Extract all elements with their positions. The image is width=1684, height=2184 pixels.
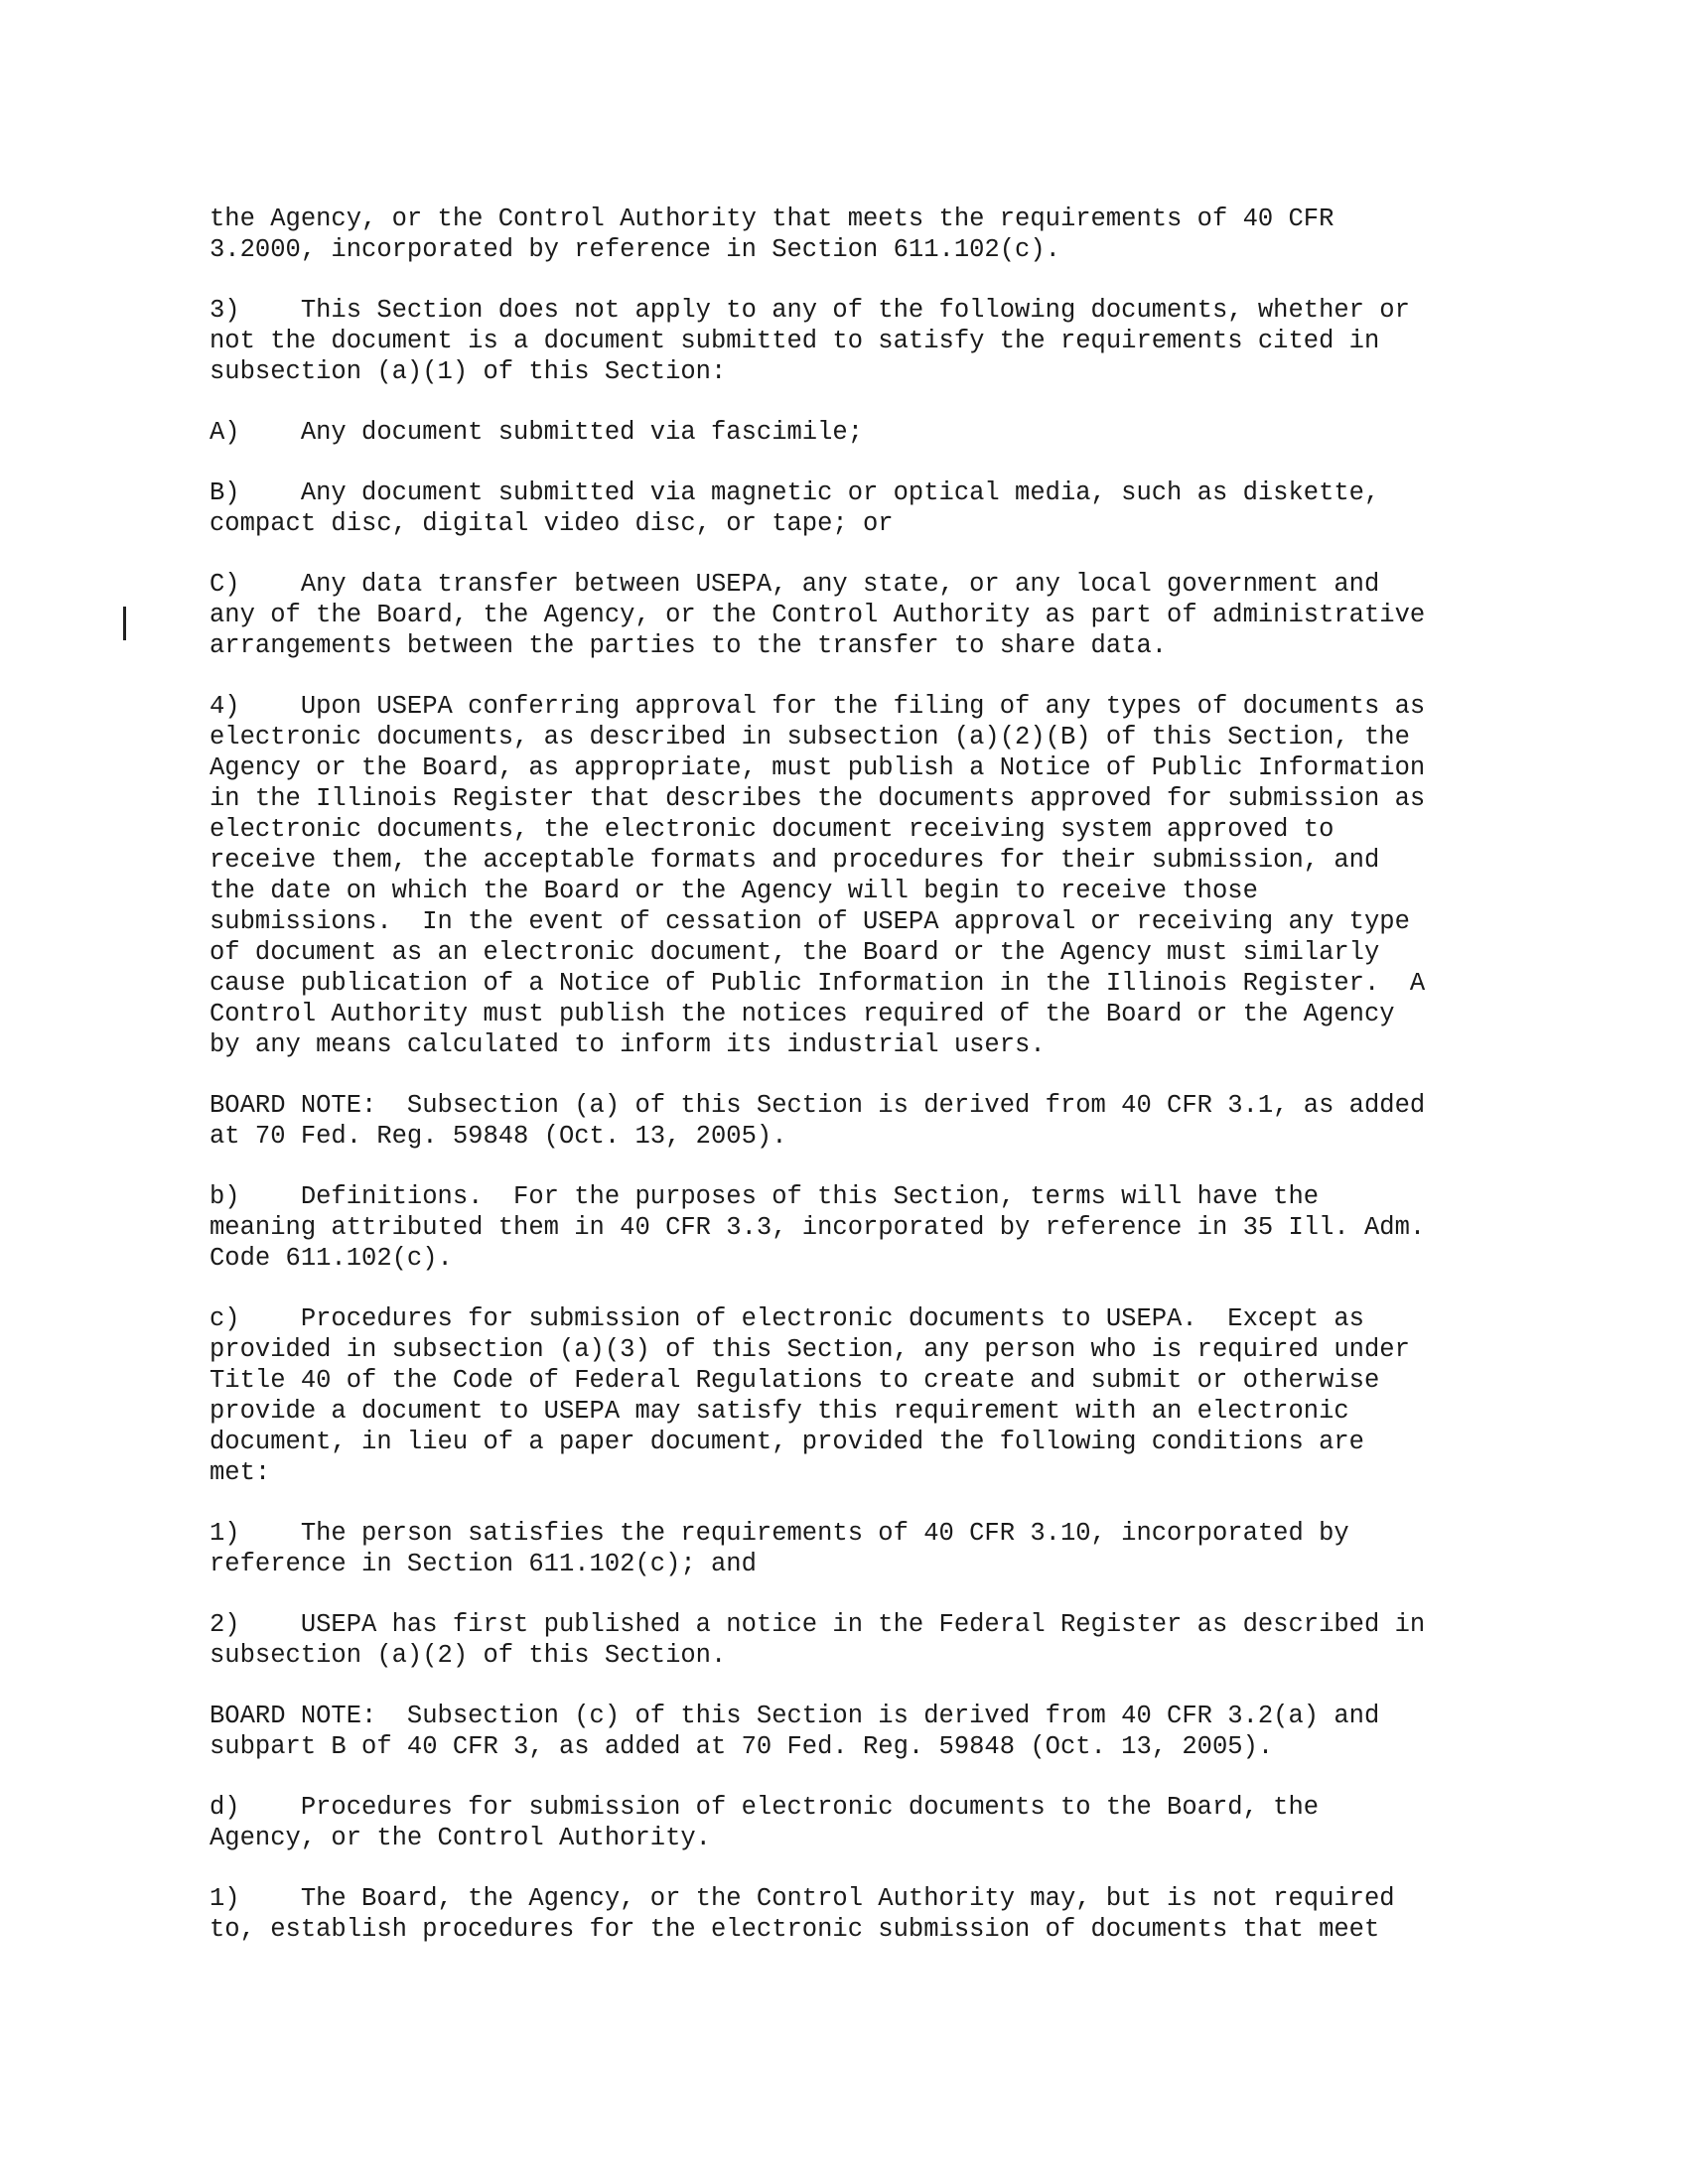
text-line: arrangements between the parties to the transfer to share data. [210, 631, 1168, 660]
paragraph-note-a [210, 1090, 1530, 1152]
paragraph-a3C [210, 569, 1530, 661]
text-line: compact disc, digital video disc, or tape; or [210, 509, 894, 538]
text-line: cause publication of a Notice of Public Information in the Illinois Register. A [210, 969, 1426, 998]
text-line: to, establish procedures for the electronic submission of documents that meet [210, 1915, 1380, 1944]
document-body [210, 204, 1530, 1975]
text-line: BOARD NOTE: Subsection (a) of this Section is derived from 40 CFR 3.1, as added [210, 1091, 1426, 1120]
text-line: c) Procedures for submission of electronic documents to USEPA. Except as [210, 1304, 1364, 1333]
text-line: subsection (a)(2) of this Section. [210, 1641, 727, 1670]
text-line: 3.2000, incorporated by reference in Section 611.102(c). [210, 235, 1060, 264]
text-line: Agency or the Board, as appropriate, must publish a Notice of Public Information [210, 753, 1426, 782]
text-line: in the Illinois Register that describes the documents approved for submission as [210, 784, 1426, 813]
paragraph-d [210, 1792, 1530, 1853]
paragraph-d1 [210, 1883, 1530, 1945]
text-line: B) Any document submitted via magnetic or optical media, such as diskette, [210, 478, 1380, 507]
paragraph-a3A [210, 417, 1530, 448]
revision-bar [123, 607, 126, 640]
text-line: Control Authority must publish the notices required of the Board or the Agency [210, 1000, 1395, 1028]
text-line: 1) The Board, the Agency, or the Control Authority may, but is not required [210, 1884, 1395, 1913]
text-line: BOARD NOTE: Subsection (c) of this Section is derived from 40 CFR 3.2(a) and [210, 1702, 1380, 1730]
text-line: at 70 Fed. Reg. 59848 (Oct. 13, 2005). [210, 1122, 787, 1151]
text-line: 2) USEPA has first published a notice in the Federal Register as described in [210, 1610, 1426, 1639]
paragraph-note-c [210, 1701, 1530, 1762]
text-line: document, in lieu of a paper document, provided the following conditions are [210, 1428, 1364, 1456]
text-line: subpart B of 40 CFR 3, as added at 70 Fed. Reg. 59848 (Oct. 13, 2005). [210, 1732, 1274, 1761]
text-line: 1) The person satisfies the requirements of 40 CFR 3.10, incorporated by [210, 1519, 1349, 1548]
paragraph-cont [210, 204, 1530, 265]
text-line: 4) Upon USEPA conferring approval for the filing of any types of documents as [210, 692, 1426, 721]
text-line: not the document is a document submitted to satisfy the requirements cited in [210, 327, 1380, 355]
text-line: submissions. In the event of cessation of USEPA approval or receiving any type [210, 907, 1410, 936]
text-line: b) Definitions. For the purposes of this Section, terms will have the [210, 1182, 1320, 1211]
text-line: of document as an electronic document, the Board or the Agency must similarly [210, 938, 1380, 967]
text-line: Agency, or the Control Authority. [210, 1824, 711, 1852]
text-line: Title 40 of the Code of Federal Regulations to create and submit or otherwise [210, 1366, 1380, 1395]
text-line: electronic documents, as described in subsection (a)(2)(B) of this Section, the [210, 723, 1410, 751]
text-line: the date on which the Board or the Agency will begin to receive those [210, 877, 1258, 905]
text-line: 3) This Section does not apply to any of the following documents, whether or [210, 296, 1410, 325]
paragraph-c2 [210, 1609, 1530, 1671]
paragraph-c [210, 1303, 1530, 1488]
text-line: C) Any data transfer between USEPA, any state, or any local government and [210, 570, 1380, 599]
paragraph-a3B [210, 478, 1530, 539]
text-line: subsection (a)(1) of this Section: [210, 357, 727, 386]
text-line: A) Any document submitted via fascimile; [210, 418, 864, 447]
paragraph-a3 [210, 295, 1530, 387]
text-line: by any means calculated to inform its industrial users. [210, 1030, 1046, 1059]
text-line: reference in Section 611.102(c); and [210, 1550, 757, 1578]
paragraph-a4 [210, 691, 1530, 1060]
text-line: d) Procedures for submission of electronic documents to the Board, the [210, 1793, 1320, 1822]
text-line: met: [210, 1458, 271, 1487]
paragraph-c1 [210, 1518, 1530, 1579]
text-line: meaning attributed them in 40 CFR 3.3, incorporated by reference in 35 Ill. Adm. [210, 1213, 1426, 1242]
text-line: the Agency, or the Control Authority that meets the requirements of 40 CFR [210, 205, 1334, 233]
text-line: any of the Board, the Agency, or the Control Authority as part of administrative [210, 601, 1426, 629]
text-line: receive them, the acceptable formats and procedures for their submission, and [210, 846, 1380, 875]
text-line: provided in subsection (a)(3) of this Section, any person who is required under [210, 1335, 1410, 1364]
text-line: provide a document to USEPA may satisfy this requirement with an electronic [210, 1397, 1349, 1426]
text-line: electronic documents, the electronic document receiving system approved to [210, 815, 1334, 844]
paragraph-b [210, 1181, 1530, 1274]
text-line: Code 611.102(c). [210, 1244, 453, 1273]
